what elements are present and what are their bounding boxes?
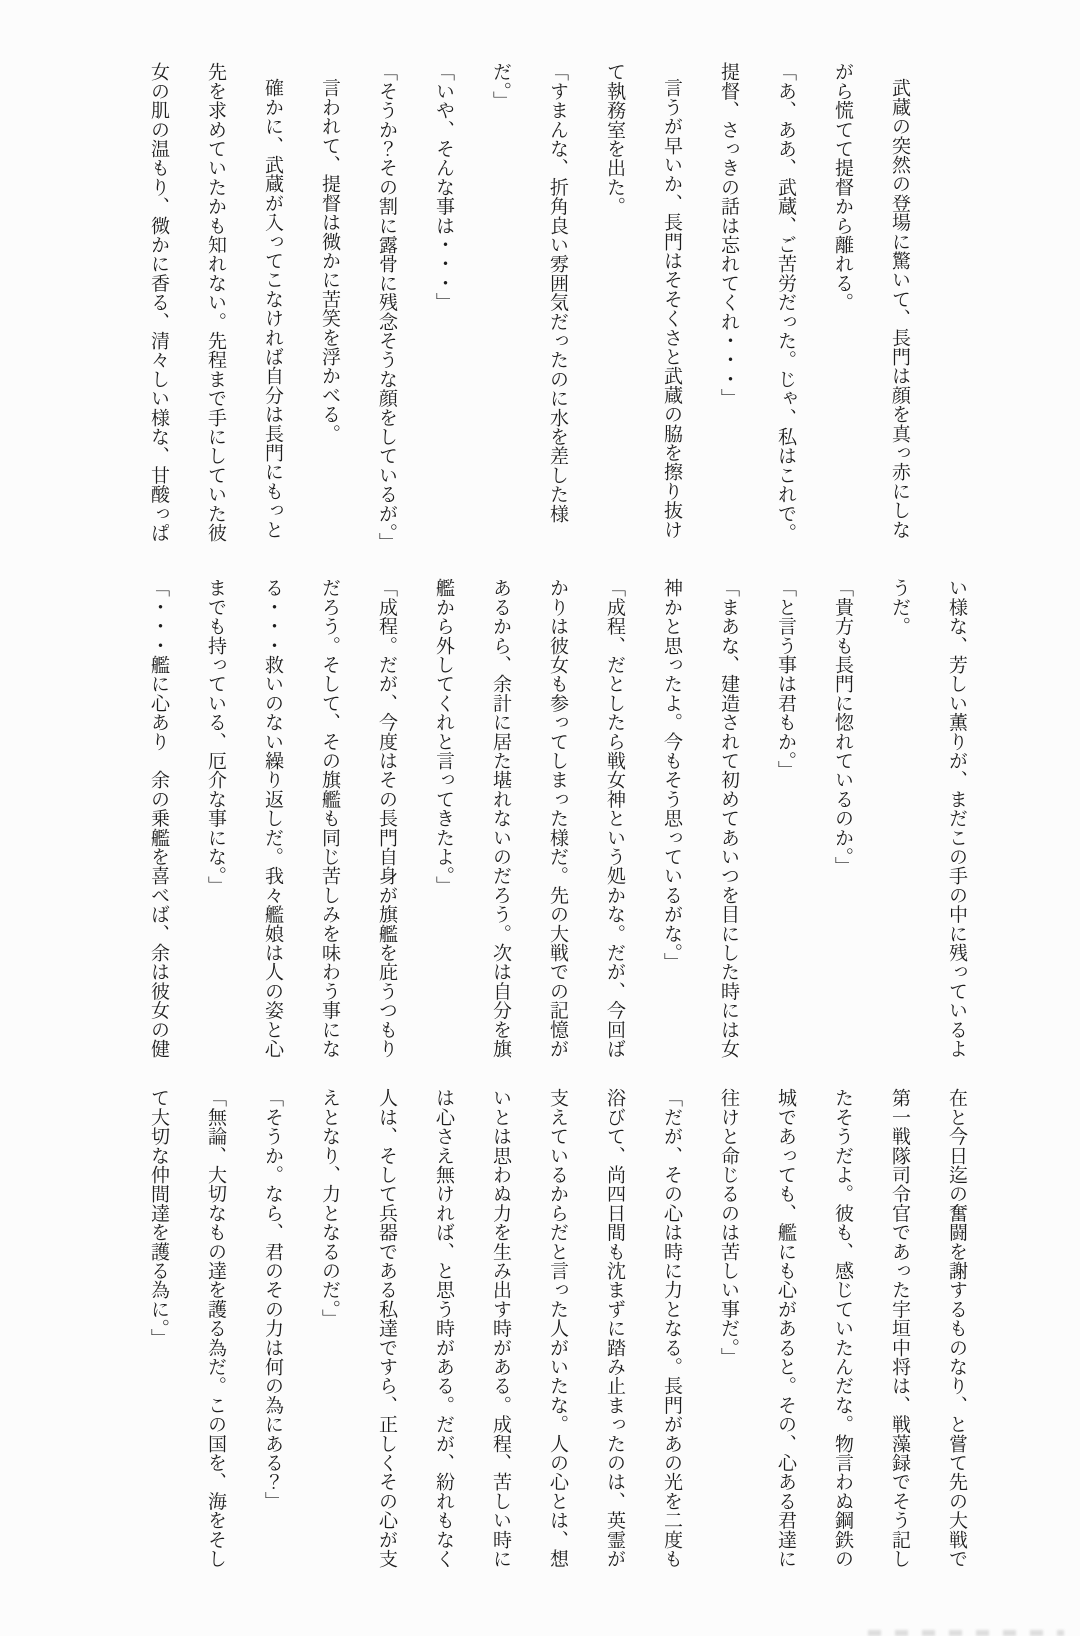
text-column: 「すまんな、折角良い雰囲気だったのに水を差した様	[547, 62, 568, 523]
text-column: あるから、余計に居た堪れないのだろう。次は自分を旗	[490, 578, 511, 1058]
text-band-bottom	[130, 1088, 985, 1588]
text-column: いとは思わぬ力を生み出す時がある。成程、苦しい時に	[490, 1088, 511, 1568]
text-column: る・・・救いのない繰り返しだ。我々艦娘は人の姿と心	[262, 578, 283, 1058]
text-column: 在と今日迄の奮闘を謝するものなり、と嘗て先の大戦で	[946, 1088, 967, 1568]
text-column: 言うが早いか、長門はそそくさと武蔵の脇を擦り抜け	[661, 78, 682, 539]
text-column: 言われて、提督は微かに苦笑を浮かべる。	[319, 78, 340, 443]
text-column: がら慌てて提督から離れる。	[832, 62, 853, 312]
text-column: 女の肌の温もり、微かに香る、清々しい様な、甘酸っぱ	[148, 62, 169, 542]
text-column: は心さえ無ければ、と思う時がある。だが、紛れもなく	[433, 1088, 454, 1568]
text-column: 「そうか。なら、君のその力は何の為にある？」	[262, 1088, 283, 1511]
text-column: 確かに、武蔵が入ってこなければ自分は長門にもっと	[262, 78, 283, 539]
text-column: 「まあな、建造されて初めてあいつを目にした時には女	[718, 578, 739, 1058]
text-column: 武蔵の突然の登場に驚いて、長門は顔を真っ赤にしな	[889, 78, 910, 539]
text-column: 城であっても、艦にも心があると。その、心ある君達に	[775, 1088, 796, 1568]
text-column: 艦から外してくれと言ってきたよ。」	[433, 578, 454, 895]
cutoff-print-fragment	[868, 1630, 1064, 1636]
text-column: 支えているからだと言った人がいたな。人の心とは、想	[547, 1088, 568, 1568]
text-column: 人は、そして兵器である私達ですら、正しくその心が支	[376, 1088, 397, 1568]
text-column: うだ。	[889, 578, 910, 636]
text-column: 「だが、その心は時に力となる。長門があの光を二度も	[661, 1088, 682, 1568]
text-column: までも持っている、厄介な事にな。」	[205, 578, 226, 895]
text-band-top	[130, 62, 928, 562]
text-column: 「無論、大切なもの達を護る為だ。この国を、海をそし	[205, 1088, 226, 1568]
text-column: かりは彼女も参ってしまった様だ。先の大戦での記憶が	[547, 578, 568, 1058]
text-column: 「・・・艦に心あり 余の乗艦を喜べば、余は彼女の健	[148, 578, 169, 1058]
text-column: 先を求めていたかも知れない。先程まで手にしていた彼	[205, 62, 226, 542]
text-column: 「貴方も長門に惚れているのか。」	[832, 578, 853, 876]
text-column: 神かと思ったよ。今もそう思っているがな。」	[661, 578, 682, 972]
text-column: 「成程、だとしたら戦女神という処かな。だが、今回ば	[604, 578, 625, 1058]
text-column: 「と言う事は君もか。」	[775, 578, 796, 780]
text-column: 「あ、ああ、武蔵、ご苦労だった。じゃ、私はこれで。	[775, 62, 796, 542]
text-column: 「そうか？その割に露骨に残念そうな顔をしているが。」	[376, 62, 397, 552]
text-column: えとなり、力となるのだ。」	[319, 1088, 340, 1329]
text-band-middle	[130, 578, 985, 1078]
text-column: い様な、芳しい薫りが、まだこの手の中に残っているよ	[946, 578, 967, 1058]
text-column: 第一戦隊司令官であった宇垣中将は、戦藻録でそう記し	[889, 1088, 910, 1568]
text-column: だ。」	[490, 62, 511, 111]
text-column: 「いや、そんな事は・・・」	[433, 62, 454, 312]
text-column: だろう。そして、その旗艦も同じ苦しみを味わう事にな	[319, 578, 340, 1058]
text-column: 浴びて、尚四日間も沈まずに踏み止まったのは、英霊が	[604, 1088, 625, 1568]
text-column: て執務室を出た。	[604, 62, 625, 216]
text-column: 提督、さっきの話は忘れてくれ・・・」	[718, 62, 739, 408]
text-column: たそうだよ。彼も、感じていたんだな。物言わぬ鋼鉄の	[832, 1088, 853, 1568]
text-column: 往けと命じるのは苦しい事だ。」	[718, 1088, 739, 1367]
text-column: 「成程。だが、今度はその長門自身が旗艦を庇うつもり	[376, 578, 397, 1058]
text-column: て大切な仲間達を護る為に。」	[148, 1088, 169, 1348]
